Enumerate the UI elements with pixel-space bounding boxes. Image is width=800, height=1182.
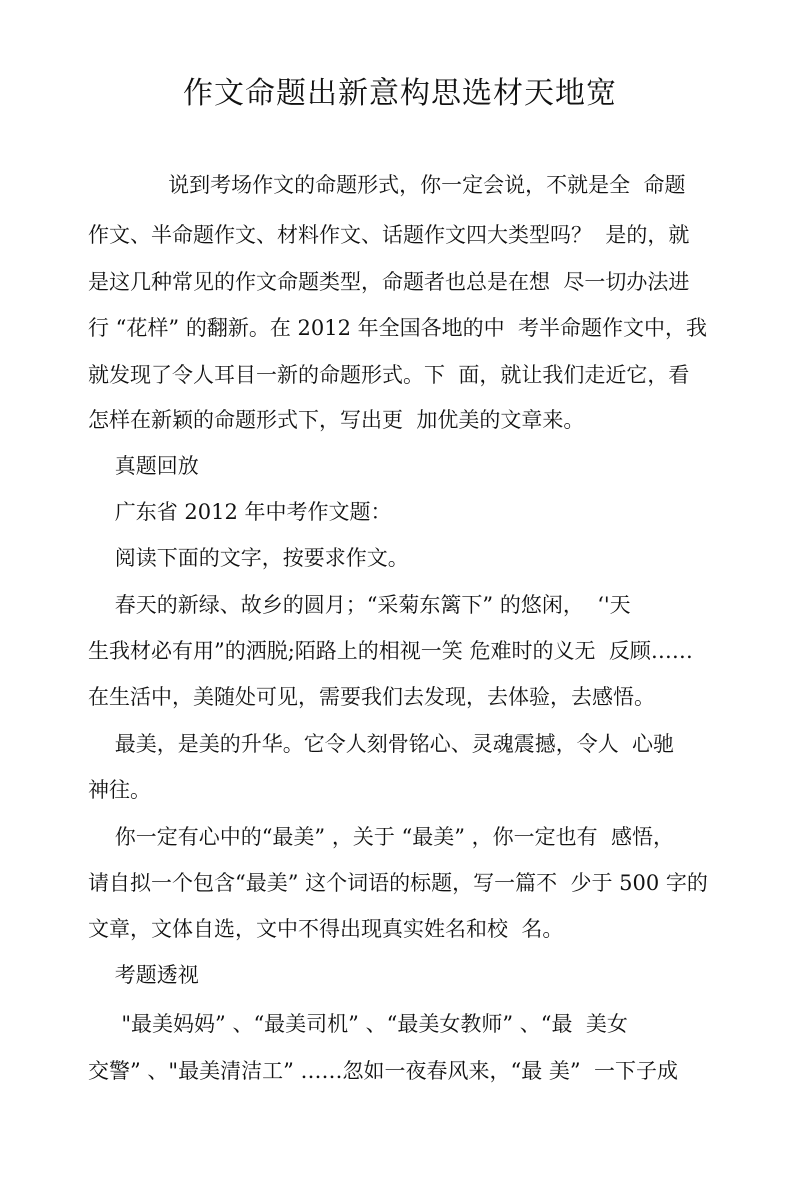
paragraph-line: 是这几种常见的作文命题类型，命题者也总是在想 尽一切办法进: [88, 270, 690, 294]
paragraph-line: 请自拟一个包含“最美” 这个词语的标题，写一篇不 少于 500 字的: [88, 871, 708, 895]
paragraph-line: 就发现了令人耳目一新的命题形式。下 面，就让我们走近它，看: [88, 363, 690, 387]
paragraph-line: 作文、半命题作文、材料作文、话题作文四大类型吗？ 是的，就: [88, 223, 690, 247]
section-heading: 真题回放: [88, 454, 199, 478]
paragraph-line: "最美妈妈” 、“最美司机” 、“最美女教师” 、“最 美女: [88, 1012, 628, 1036]
paragraph-line: 怎样在新颖的命题形式下，写出更 加优美的文章来。: [88, 408, 585, 432]
paragraph-line: 交警” 、"最美清洁工” ……忽如一夜春风来，“最 美” 一下子成: [88, 1059, 678, 1083]
paragraph-line: 最美，是美的升华。它令人刻骨铭心、灵魂震撼，令人 心驰: [88, 732, 675, 756]
paragraph-line: 阅读下面的文字，按要求作文。: [88, 546, 409, 570]
paragraph-line: 春天的新绿、故乡的圆月；“采菊东篱下” 的悠闲， ‘'天: [88, 593, 631, 617]
paragraph-line: 说到考场作文的命题形式，你一定会说，不就是全 命题: [88, 173, 686, 197]
paragraph-line: 神往。: [88, 778, 151, 802]
section-heading: 考题透视: [88, 963, 199, 987]
paragraph-line: 文章，文体自选，文中不得出现真实姓名和校 名。: [88, 917, 564, 941]
document-title: 作文命题出新意构思选材天地宽: [183, 76, 617, 111]
paragraph-line: 你一定有心中的“最美” ，关于 “最美” ，你一定也有 感悟，: [88, 825, 675, 849]
paragraph-line: 行 “花样” 的翻新。在 2012 年全国各地的中 考半命题作文中，我: [88, 316, 707, 340]
paragraph-line: 生我材必有用”的洒脱;陌路上的相视一笑 危难时的义无 反顾……: [88, 639, 693, 663]
paragraph-line: 广东省 2012 年中考作文题：: [88, 500, 392, 524]
paragraph-line: 在生活中，美随处可见，需要我们去发现，去体验，去感悟。: [88, 685, 655, 709]
